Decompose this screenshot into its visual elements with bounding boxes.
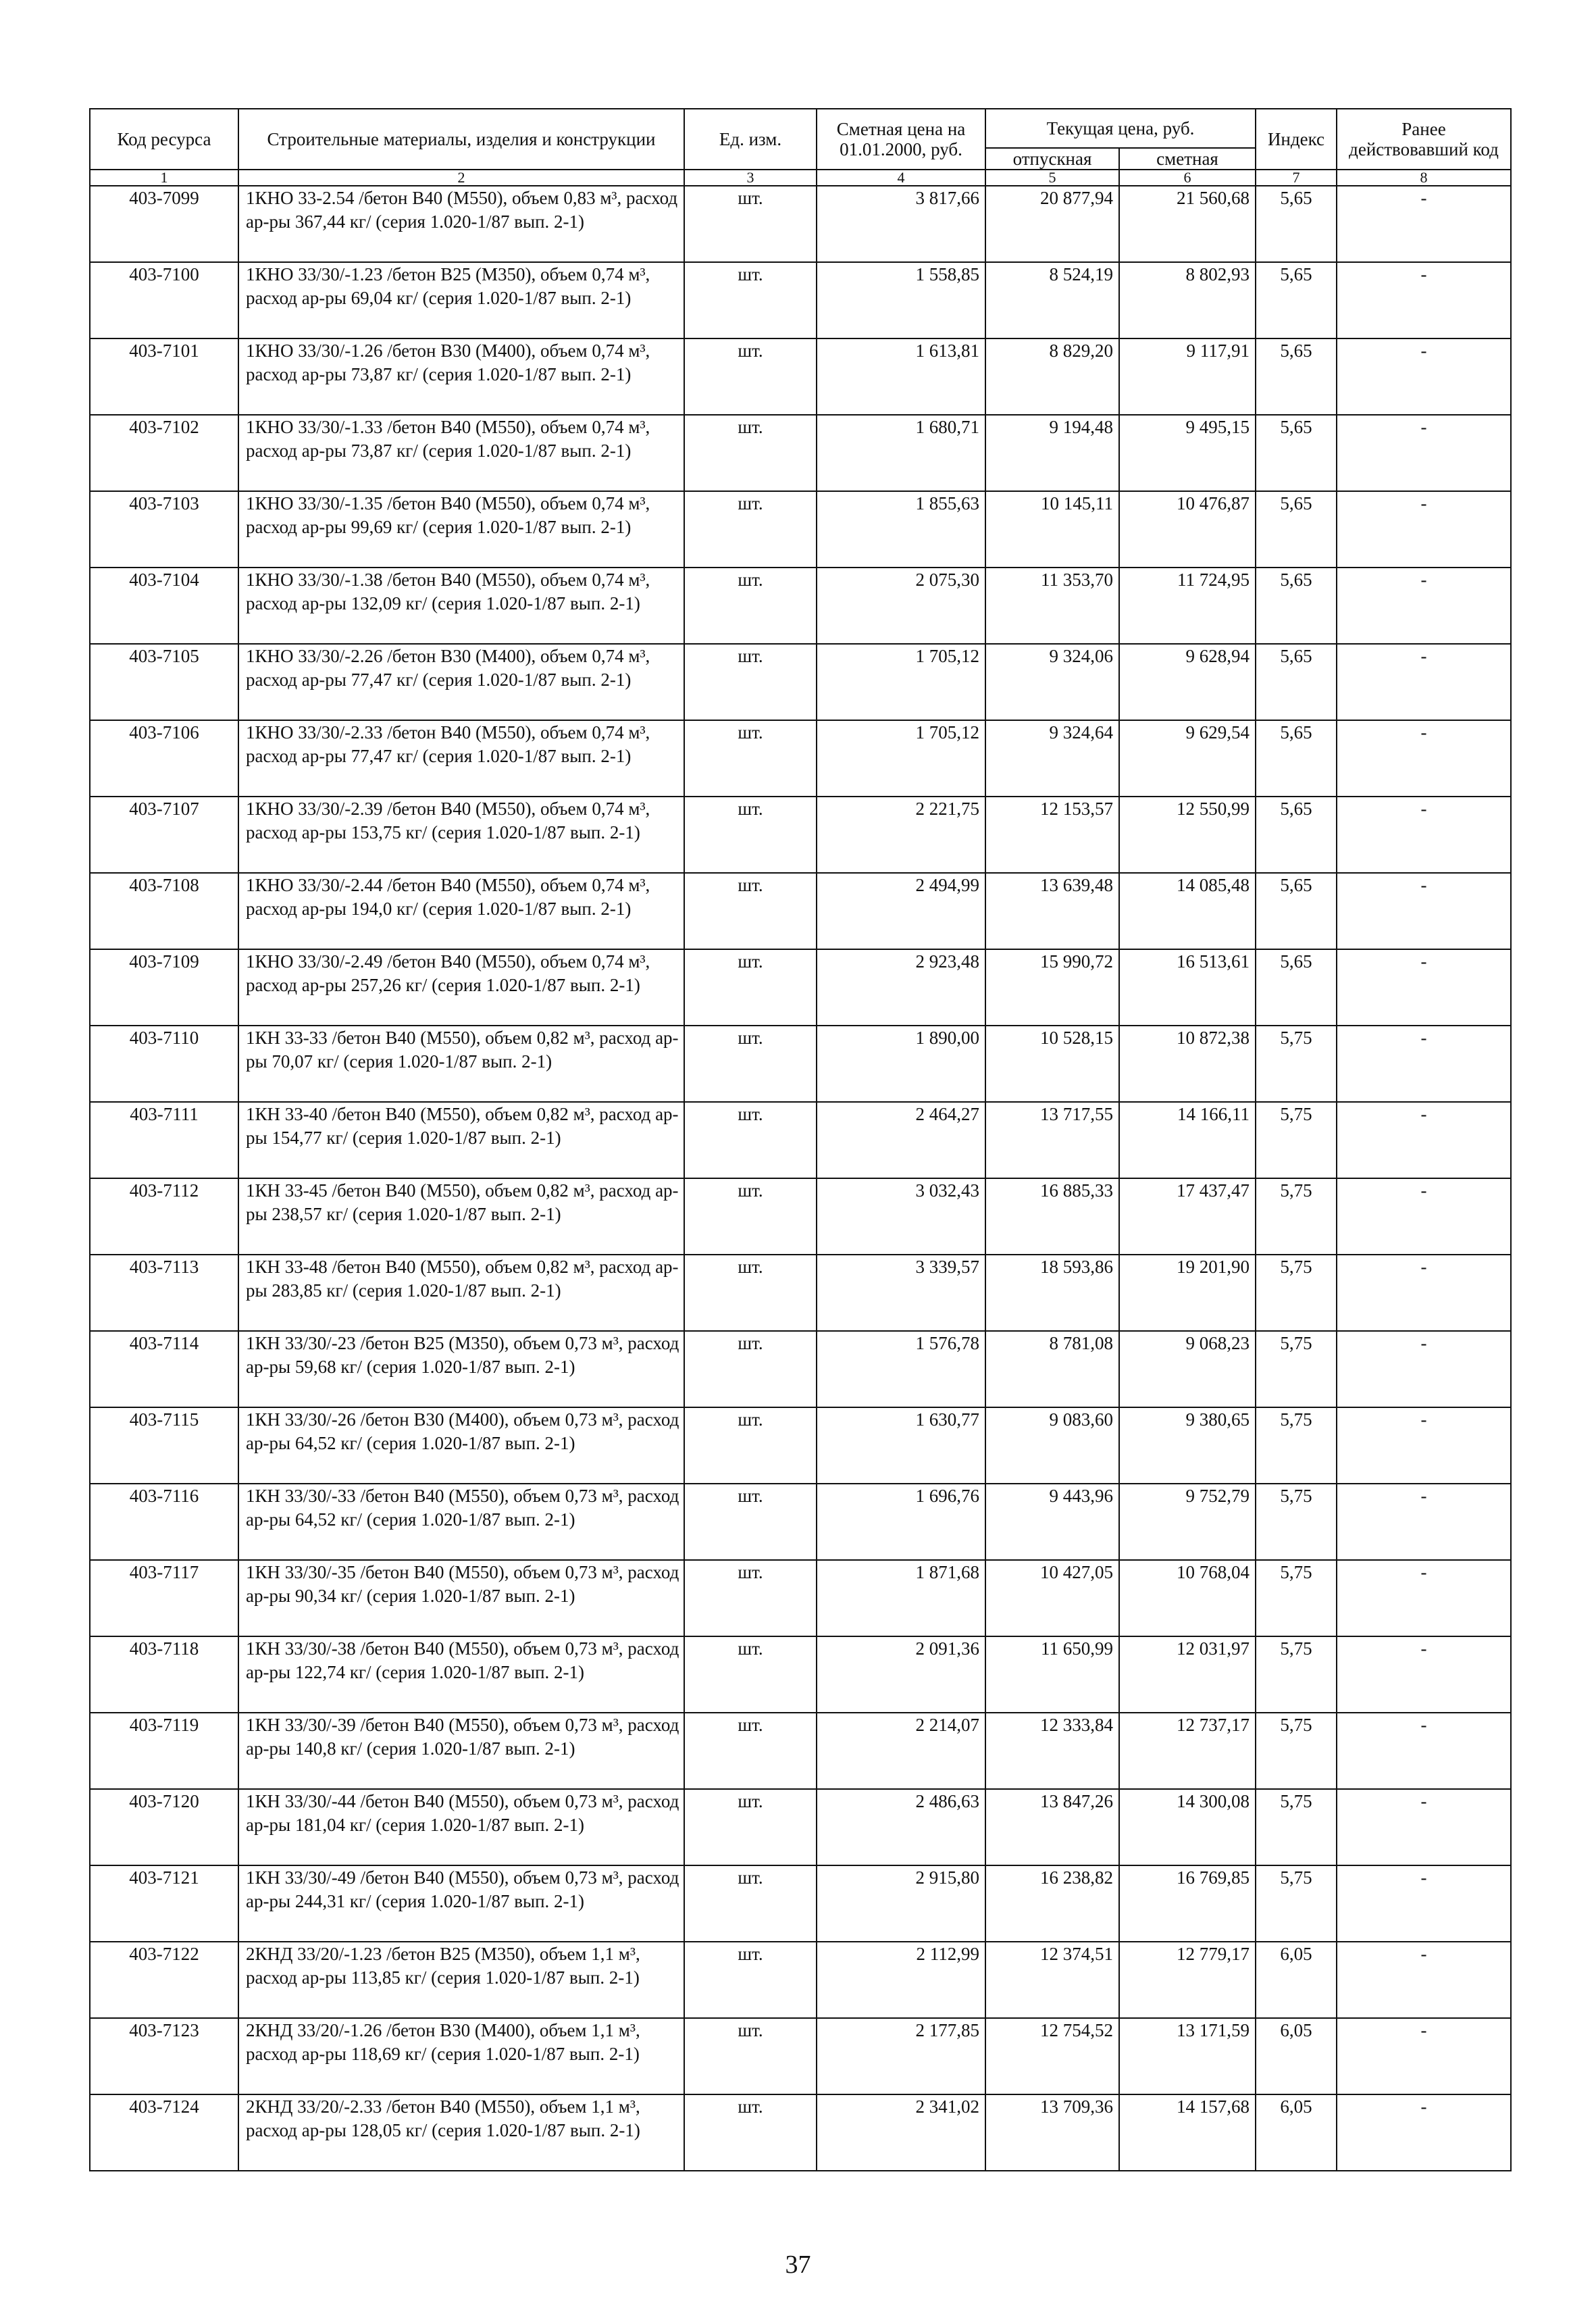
- base-price-cell: 2 075,30: [817, 568, 985, 644]
- release-price-cell: 9 083,60: [985, 1407, 1119, 1484]
- material-name-cell: 2КНД 33/20/-2.33 /бетон В40 (М550), объем 1,1 м³, расход ар-ры 128,05 кг/ (серия 1.020-1/87 вып. 2-1): [238, 2094, 684, 2171]
- unit-cell: шт.: [684, 1331, 817, 1407]
- resource-code-cell: 403-7118: [90, 1636, 238, 1713]
- release-price-cell: 18 593,86: [985, 1255, 1119, 1331]
- release-price-cell: 10 427,05: [985, 1560, 1119, 1636]
- estimate-price-cell: 21 560,68: [1119, 186, 1256, 262]
- unit-cell: шт.: [684, 1026, 817, 1102]
- unit-cell: шт.: [684, 415, 817, 491]
- release-price-cell: 8 524,19: [985, 262, 1119, 338]
- prev-code-cell: -: [1337, 1560, 1511, 1636]
- estimate-price-cell: 13 171,59: [1119, 2018, 1256, 2094]
- material-name-cell: 1КНО 33/30/-2.39 /бетон В40 (М550), объем 0,74 м³, расход ар-ры 153,75 кг/ (серия 1.020-1/87 вып. 2-1): [238, 797, 684, 873]
- material-name-cell: 1КН 33-48 /бетон В40 (М550), объем 0,82 м³, расход ар-ры 283,85 кг/ (серия 1.020-1/87 вып. 2-1): [238, 1255, 684, 1331]
- table-body: [90, 186, 1511, 2171]
- prev-code-cell: -: [1337, 1407, 1511, 1484]
- unit-cell: шт.: [684, 491, 817, 568]
- unit-cell: шт.: [684, 1255, 817, 1331]
- prev-code-cell: -: [1337, 186, 1511, 262]
- unit-cell: шт.: [684, 720, 817, 797]
- material-name-cell: 1КНО 33/30/-1.33 /бетон В40 (М550), объем 0,74 м³, расход ар-ры 73,87 кг/ (серия 1.020-1/87 вып. 2-1): [238, 415, 684, 491]
- base-price-cell: 2 923,48: [817, 949, 985, 1026]
- price-table: [89, 108, 1512, 2171]
- table-row: [90, 1942, 1511, 2018]
- unit-cell: шт.: [684, 1102, 817, 1178]
- table-row: [90, 949, 1511, 1026]
- unit-cell: шт.: [684, 1560, 817, 1636]
- header-materials: Строительные материалы, изделия и конструкции: [238, 109, 684, 170]
- prev-code-cell: -: [1337, 1331, 1511, 1407]
- prev-code-cell: -: [1337, 949, 1511, 1026]
- table-row: [90, 873, 1511, 949]
- resource-code-cell: 403-7100: [90, 262, 238, 338]
- unit-cell: шт.: [684, 1713, 817, 1789]
- estimate-price-cell: 10 476,87: [1119, 491, 1256, 568]
- base-price-cell: 1 705,12: [817, 720, 985, 797]
- release-price-cell: 9 324,06: [985, 644, 1119, 720]
- material-name-cell: 1КН 33/30/-44 /бетон В40 (М550), объем 0,73 м³, расход ар-ры 181,04 кг/ (серия 1.020-1/87 вып. 2-1): [238, 1789, 684, 1865]
- base-price-cell: 3 032,43: [817, 1178, 985, 1255]
- base-price-cell: 1 576,78: [817, 1331, 985, 1407]
- table-row: [90, 1865, 1511, 1942]
- prev-code-cell: -: [1337, 1484, 1511, 1560]
- prev-code-cell: -: [1337, 1865, 1511, 1942]
- header-unit: Ед. изм.: [684, 109, 817, 170]
- resource-code-cell: 403-7109: [90, 949, 238, 1026]
- table-row: [90, 644, 1511, 720]
- table-row: [90, 186, 1511, 262]
- base-price-cell: 1 630,77: [817, 1407, 985, 1484]
- base-price-cell: 1 855,63: [817, 491, 985, 568]
- resource-code-cell: 403-7114: [90, 1331, 238, 1407]
- table-row: [90, 262, 1511, 338]
- material-name-cell: 1КН 33-33 /бетон В40 (М550), объем 0,82 м³, расход ар-ры 70,07 кг/ (серия 1.020-1/87 вып. 2-1): [238, 1026, 684, 1102]
- table-row: [90, 1636, 1511, 1713]
- resource-code-cell: 403-7122: [90, 1942, 238, 2018]
- release-price-cell: 13 709,36: [985, 2094, 1119, 2171]
- index-cell: 5,65: [1256, 720, 1337, 797]
- prev-code-cell: -: [1337, 797, 1511, 873]
- material-name-cell: 1КН 33-40 /бетон В40 (М550), объем 0,82 м³, расход ар-ры 154,77 кг/ (серия 1.020-1/87 вып. 2-1): [238, 1102, 684, 1178]
- prev-code-cell: -: [1337, 720, 1511, 797]
- estimate-price-cell: 12 550,99: [1119, 797, 1256, 873]
- index-cell: 6,05: [1256, 1942, 1337, 2018]
- material-name-cell: 1КНО 33/30/-2.44 /бетон В40 (М550), объем 0,74 м³, расход ар-ры 194,0 кг/ (серия 1.020-1/87 вып. 2-1): [238, 873, 684, 949]
- estimate-price-cell: 12 737,17: [1119, 1713, 1256, 1789]
- table-row: [90, 1713, 1511, 1789]
- index-cell: 5,75: [1256, 1255, 1337, 1331]
- resource-code-cell: 403-7108: [90, 873, 238, 949]
- column-number: 4: [817, 170, 985, 186]
- estimate-price-cell: 9 380,65: [1119, 1407, 1256, 1484]
- unit-cell: шт.: [684, 949, 817, 1026]
- page-number: 37: [785, 2250, 811, 2279]
- prev-code-cell: -: [1337, 1789, 1511, 1865]
- material-name-cell: 1КНО 33/30/-1.23 /бетон В25 (М350), объем 0,74 м³, расход ар-ры 69,04 кг/ (серия 1.020-1/87 вып. 2-1): [238, 262, 684, 338]
- table-row: [90, 2094, 1511, 2171]
- prev-code-cell: -: [1337, 1178, 1511, 1255]
- release-price-cell: 12 333,84: [985, 1713, 1119, 1789]
- base-price-cell: 3 339,57: [817, 1255, 985, 1331]
- unit-cell: шт.: [684, 262, 817, 338]
- base-price-cell: 2 177,85: [817, 2018, 985, 2094]
- release-price-cell: 16 238,82: [985, 1865, 1119, 1942]
- prev-code-cell: -: [1337, 1026, 1511, 1102]
- column-number: 1: [90, 170, 238, 186]
- index-cell: 5,65: [1256, 415, 1337, 491]
- estimate-price-cell: 8 802,93: [1119, 262, 1256, 338]
- header-release-price: отпускная: [985, 148, 1119, 170]
- base-price-cell: 2 915,80: [817, 1865, 985, 1942]
- estimate-price-cell: 17 437,47: [1119, 1178, 1256, 1255]
- base-price-cell: 2 112,99: [817, 1942, 985, 2018]
- unit-cell: шт.: [684, 338, 817, 415]
- release-price-cell: 9 443,96: [985, 1484, 1119, 1560]
- column-number: 7: [1256, 170, 1337, 186]
- prev-code-cell: -: [1337, 262, 1511, 338]
- unit-cell: шт.: [684, 568, 817, 644]
- resource-code-cell: 403-7120: [90, 1789, 238, 1865]
- release-price-cell: 11 353,70: [985, 568, 1119, 644]
- header-index: Индекс: [1256, 109, 1337, 170]
- material-name-cell: 2КНД 33/20/-1.26 /бетон В30 (М400), объем 1,1 м³, расход ар-ры 118,69 кг/ (серия 1.020-1/87 вып. 2-1): [238, 2018, 684, 2094]
- index-cell: 6,05: [1256, 2094, 1337, 2171]
- release-price-cell: 16 885,33: [985, 1178, 1119, 1255]
- resource-code-cell: 403-7121: [90, 1865, 238, 1942]
- material-name-cell: 1КН 33/30/-33 /бетон В40 (М550), объем 0,73 м³, расход ар-ры 64,52 кг/ (серия 1.020-1/87 вып. 2-1): [238, 1484, 684, 1560]
- index-cell: 5,65: [1256, 491, 1337, 568]
- material-name-cell: 1КН 33/30/-49 /бетон В40 (М550), объем 0,73 м³, расход ар-ры 244,31 кг/ (серия 1.020-1/87 вып. 2-1): [238, 1865, 684, 1942]
- release-price-cell: 15 990,72: [985, 949, 1119, 1026]
- header-current-price: Текущая цена, руб.: [985, 109, 1256, 148]
- resource-code-cell: 403-7101: [90, 338, 238, 415]
- material-name-cell: 1КНО 33/30/-1.26 /бетон В30 (М400), объем 0,74 м³, расход ар-ры 73,87 кг/ (серия 1.020-1/87 вып. 2-1): [238, 338, 684, 415]
- index-cell: 5,75: [1256, 1789, 1337, 1865]
- unit-cell: шт.: [684, 1789, 817, 1865]
- header-estimate-price: сметная: [1119, 148, 1256, 170]
- base-price-cell: 3 817,66: [817, 186, 985, 262]
- prev-code-cell: -: [1337, 1255, 1511, 1331]
- table-row: [90, 1178, 1511, 1255]
- index-cell: 5,65: [1256, 949, 1337, 1026]
- estimate-price-cell: 14 166,11: [1119, 1102, 1256, 1178]
- index-cell: 5,65: [1256, 644, 1337, 720]
- material-name-cell: 2КНД 33/20/-1.23 /бетон В25 (М350), объем 1,1 м³, расход ар-ры 113,85 кг/ (серия 1.020-1/87 вып. 2-1): [238, 1942, 684, 2018]
- table-row: [90, 797, 1511, 873]
- estimate-price-cell: 14 085,48: [1119, 873, 1256, 949]
- index-cell: 5,65: [1256, 338, 1337, 415]
- base-price-cell: 1 871,68: [817, 1560, 985, 1636]
- release-price-cell: 12 153,57: [985, 797, 1119, 873]
- header-code: Код ресурса: [90, 109, 238, 170]
- resource-code-cell: 403-7106: [90, 720, 238, 797]
- prev-code-cell: -: [1337, 1942, 1511, 2018]
- base-price-cell: 1 696,76: [817, 1484, 985, 1560]
- resource-code-cell: 403-7111: [90, 1102, 238, 1178]
- unit-cell: шт.: [684, 873, 817, 949]
- material-name-cell: 1КН 33/30/-26 /бетон В30 (М400), объем 0,73 м³, расход ар-ры 64,52 кг/ (серия 1.020-1/87 вып. 2-1): [238, 1407, 684, 1484]
- resource-code-cell: 403-7103: [90, 491, 238, 568]
- estimate-price-cell: 12 779,17: [1119, 1942, 1256, 2018]
- table-row: [90, 1484, 1511, 1560]
- prev-code-cell: -: [1337, 1713, 1511, 1789]
- resource-code-cell: 403-7123: [90, 2018, 238, 2094]
- material-name-cell: 1КН 33/30/-38 /бетон В40 (М550), объем 0,73 м³, расход ар-ры 122,74 кг/ (серия 1.020-1/87 вып. 2-1): [238, 1636, 684, 1713]
- column-number: 2: [238, 170, 684, 186]
- prev-code-cell: -: [1337, 873, 1511, 949]
- prev-code-cell: -: [1337, 2094, 1511, 2171]
- estimate-price-cell: 10 768,04: [1119, 1560, 1256, 1636]
- release-price-cell: 13 717,55: [985, 1102, 1119, 1178]
- estimate-price-cell: 19 201,90: [1119, 1255, 1256, 1331]
- index-cell: 5,65: [1256, 186, 1337, 262]
- table-row: [90, 1560, 1511, 1636]
- prev-code-cell: -: [1337, 2018, 1511, 2094]
- prev-code-cell: -: [1337, 568, 1511, 644]
- base-price-cell: 2 494,99: [817, 873, 985, 949]
- prev-code-cell: -: [1337, 338, 1511, 415]
- base-price-cell: 2 221,75: [817, 797, 985, 873]
- unit-cell: шт.: [684, 186, 817, 262]
- table-row: [90, 1789, 1511, 1865]
- table-row: [90, 491, 1511, 568]
- release-price-cell: 10 528,15: [985, 1026, 1119, 1102]
- resource-code-cell: 403-7102: [90, 415, 238, 491]
- prev-code-cell: -: [1337, 1102, 1511, 1178]
- column-number: 3: [684, 170, 817, 186]
- release-price-cell: 11 650,99: [985, 1636, 1119, 1713]
- unit-cell: шт.: [684, 1942, 817, 2018]
- release-price-cell: 9 194,48: [985, 415, 1119, 491]
- base-price-cell: 2 341,02: [817, 2094, 985, 2171]
- release-price-cell: 13 847,26: [985, 1789, 1119, 1865]
- release-price-cell: 12 374,51: [985, 1942, 1119, 2018]
- resource-code-cell: 403-7105: [90, 644, 238, 720]
- unit-cell: шт.: [684, 1636, 817, 1713]
- index-cell: 5,75: [1256, 1026, 1337, 1102]
- prev-code-cell: -: [1337, 491, 1511, 568]
- resource-code-cell: 403-7124: [90, 2094, 238, 2171]
- index-cell: 5,65: [1256, 873, 1337, 949]
- table-row: [90, 338, 1511, 415]
- table-row: [90, 1331, 1511, 1407]
- base-price-cell: 1 705,12: [817, 644, 985, 720]
- index-cell: 5,75: [1256, 1865, 1337, 1942]
- base-price-cell: 2 214,07: [817, 1713, 985, 1789]
- resource-code-cell: 403-7119: [90, 1713, 238, 1789]
- resource-code-cell: 403-7116: [90, 1484, 238, 1560]
- unit-cell: шт.: [684, 1865, 817, 1942]
- material-name-cell: 1КНО 33/30/-2.49 /бетон В40 (М550), объем 0,74 м³, расход ар-ры 257,26 кг/ (серия 1.020-1/87 вып. 2-1): [238, 949, 684, 1026]
- estimate-price-cell: 16 769,85: [1119, 1865, 1256, 1942]
- unit-cell: шт.: [684, 644, 817, 720]
- release-price-cell: 20 877,94: [985, 186, 1119, 262]
- release-price-cell: 9 324,64: [985, 720, 1119, 797]
- index-cell: 6,05: [1256, 2018, 1337, 2094]
- unit-cell: шт.: [684, 1484, 817, 1560]
- unit-cell: шт.: [684, 1407, 817, 1484]
- estimate-price-cell: 16 513,61: [1119, 949, 1256, 1026]
- material-name-cell: 1КНО 33/30/-2.33 /бетон В40 (М550), объем 0,74 м³, расход ар-ры 77,47 кг/ (серия 1.020-1/87 вып. 2-1): [238, 720, 684, 797]
- estimate-price-cell: 11 724,95: [1119, 568, 1256, 644]
- column-number: 5: [985, 170, 1119, 186]
- index-cell: 5,75: [1256, 1407, 1337, 1484]
- estimate-price-cell: 9 629,54: [1119, 720, 1256, 797]
- column-number: 6: [1119, 170, 1256, 186]
- release-price-cell: 13 639,48: [985, 873, 1119, 949]
- resource-code-cell: 403-7113: [90, 1255, 238, 1331]
- resource-code-cell: 403-7104: [90, 568, 238, 644]
- unit-cell: шт.: [684, 797, 817, 873]
- unit-cell: шт.: [684, 2018, 817, 2094]
- index-cell: 5,65: [1256, 797, 1337, 873]
- estimate-price-cell: 14 300,08: [1119, 1789, 1256, 1865]
- table-row: [90, 1407, 1511, 1484]
- unit-cell: шт.: [684, 1178, 817, 1255]
- header-prev-code: Ранее действовавший код: [1337, 109, 1511, 170]
- material-name-cell: 1КН 33/30/-35 /бетон В40 (М550), объем 0,73 м³, расход ар-ры 90,34 кг/ (серия 1.020-1/87 вып. 2-1): [238, 1560, 684, 1636]
- release-price-cell: 8 829,20: [985, 338, 1119, 415]
- material-name-cell: 1КН 33/30/-39 /бетон В40 (М550), объем 0,73 м³, расход ар-ры 140,8 кг/ (серия 1.020-1/87 вып. 2-1): [238, 1713, 684, 1789]
- material-name-cell: 1КНО 33-2.54 /бетон В40 (М550), объем 0,83 м³, расход ар-ры 367,44 кг/ (серия 1.020-1/87 вып. 2-1): [238, 186, 684, 262]
- estimate-price-cell: 9 117,91: [1119, 338, 1256, 415]
- material-name-cell: 1КНО 33/30/-1.35 /бетон В40 (М550), объем 0,74 м³, расход ар-ры 99,69 кг/ (серия 1.020-1/87 вып. 2-1): [238, 491, 684, 568]
- table-row: [90, 720, 1511, 797]
- index-cell: 5,75: [1256, 1713, 1337, 1789]
- index-cell: 5,75: [1256, 1331, 1337, 1407]
- material-name-cell: 1КНО 33/30/-2.26 /бетон В30 (М400), объем 0,74 м³, расход ар-ры 77,47 кг/ (серия 1.020-1/87 вып. 2-1): [238, 644, 684, 720]
- release-price-cell: 12 754,52: [985, 2018, 1119, 2094]
- table-row: [90, 2018, 1511, 2094]
- resource-code-cell: 403-7099: [90, 186, 238, 262]
- resource-code-cell: 403-7112: [90, 1178, 238, 1255]
- resource-code-cell: 403-7117: [90, 1560, 238, 1636]
- estimate-price-cell: 9 752,79: [1119, 1484, 1256, 1560]
- estimate-price-cell: 9 495,15: [1119, 415, 1256, 491]
- table-row: [90, 568, 1511, 644]
- base-price-cell: 1 613,81: [817, 338, 985, 415]
- index-cell: 5,75: [1256, 1636, 1337, 1713]
- base-price-cell: 1 558,85: [817, 262, 985, 338]
- index-cell: 5,65: [1256, 568, 1337, 644]
- material-name-cell: 1КН 33/30/-23 /бетон В25 (М350), объем 0,73 м³, расход ар-ры 59,68 кг/ (серия 1.020-1/87 вып. 2-1): [238, 1331, 684, 1407]
- unit-cell: шт.: [684, 2094, 817, 2171]
- release-price-cell: 10 145,11: [985, 491, 1119, 568]
- header-base-price: Сметная цена на 01.01.2000, руб.: [817, 109, 985, 170]
- estimate-price-cell: 14 157,68: [1119, 2094, 1256, 2171]
- estimate-price-cell: 12 031,97: [1119, 1636, 1256, 1713]
- estimate-price-cell: 9 628,94: [1119, 644, 1256, 720]
- index-cell: 5,75: [1256, 1560, 1337, 1636]
- table-row: [90, 415, 1511, 491]
- table-row: [90, 1255, 1511, 1331]
- index-cell: 5,75: [1256, 1102, 1337, 1178]
- resource-code-cell: 403-7115: [90, 1407, 238, 1484]
- base-price-cell: 2 464,27: [817, 1102, 985, 1178]
- table-row: [90, 1026, 1511, 1102]
- prev-code-cell: -: [1337, 1636, 1511, 1713]
- prev-code-cell: -: [1337, 415, 1511, 491]
- index-cell: 5,75: [1256, 1484, 1337, 1560]
- table-row: [90, 1102, 1511, 1178]
- base-price-cell: 1 890,00: [817, 1026, 985, 1102]
- material-name-cell: 1КН 33-45 /бетон В40 (М550), объем 0,82 м³, расход ар-ры 238,57 кг/ (серия 1.020-1/87 вып. 2-1): [238, 1178, 684, 1255]
- column-number: 8: [1337, 170, 1511, 186]
- resource-code-cell: 403-7110: [90, 1026, 238, 1102]
- estimate-price-cell: 10 872,38: [1119, 1026, 1256, 1102]
- index-cell: 5,65: [1256, 262, 1337, 338]
- base-price-cell: 2 091,36: [817, 1636, 985, 1713]
- estimate-price-cell: 9 068,23: [1119, 1331, 1256, 1407]
- resource-code-cell: 403-7107: [90, 797, 238, 873]
- prev-code-cell: -: [1337, 644, 1511, 720]
- release-price-cell: 8 781,08: [985, 1331, 1119, 1407]
- index-cell: 5,75: [1256, 1178, 1337, 1255]
- base-price-cell: 2 486,63: [817, 1789, 985, 1865]
- material-name-cell: 1КНО 33/30/-1.38 /бетон В40 (М550), объем 0,74 м³, расход ар-ры 132,09 кг/ (серия 1.020-1/87 вып. 2-1): [238, 568, 684, 644]
- base-price-cell: 1 680,71: [817, 415, 985, 491]
